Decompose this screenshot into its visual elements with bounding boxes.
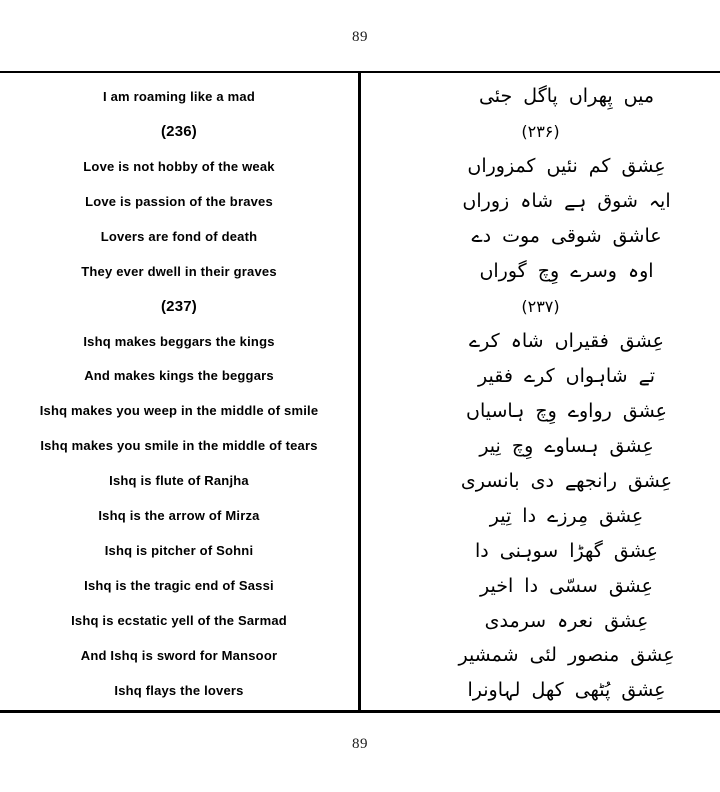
urdu-line: اوہ وسرے وِچ گوراں [479, 260, 654, 283]
urdu-line: عِشق پُٹھی کھل لہاونرا [467, 679, 666, 702]
english-line: They ever dwell in their graves [81, 263, 277, 279]
urdu-line: عِشق منصور لئی شمشیر [458, 644, 675, 667]
english-line: Love is not hobby of the weak [83, 158, 275, 174]
urdu-line: عِشق رانجھے دی بانسری [460, 469, 673, 492]
english-column [0, 73, 358, 710]
urdu-line: ایہ شوق ہے شاہ زوراں [462, 190, 671, 213]
english-line: Ishq flays the lovers [114, 682, 244, 698]
english-verse-number: (236) [160, 122, 198, 140]
english-line: I am roaming like a mad [103, 88, 255, 104]
english-line: Ishq is ecstatic yell of the Sarmad [71, 613, 287, 629]
bottom-rule [0, 710, 720, 713]
urdu-line: عِشق کم نئیں کمزوراں [467, 155, 666, 178]
english-line: Love is passion of the braves [85, 193, 273, 209]
english-line: Ishq makes you smile in the middle of tears [40, 438, 318, 454]
urdu-line: عِشق رواوے وِچ ہاسیاں [466, 399, 667, 422]
english-line: Lovers are fond of death [100, 228, 258, 244]
english-line: Ishq is the tragic end of Sassi [84, 578, 274, 594]
english-line: Ishq is flute of Ranjha [109, 473, 249, 489]
page-number-top: 89 [352, 29, 368, 45]
urdu-line: عِشق فقیراں شاہ کرے [469, 330, 664, 353]
poem-table [0, 73, 720, 710]
urdu-line: عِشق سسّی دا اخیر [480, 574, 653, 597]
urdu-verse-number: (۲۳۷) [521, 296, 560, 316]
english-line: Ishq is pitcher of Sohni [104, 543, 254, 559]
urdu-line: عِشق نعرہ سرمدی [484, 609, 649, 632]
page-number-bottom: 89 [352, 736, 368, 752]
urdu-column [361, 73, 720, 710]
urdu-line: عِشق گھڑا سوہنی دا [475, 539, 658, 562]
urdu-line: تے شاہواں کرے فقیر [478, 364, 656, 387]
urdu-line: عِشق ہساوے وِچ نِیر [479, 434, 654, 457]
english-line: Ishq makes you weep in the middle of smile [39, 403, 319, 419]
english-verse-number: (237) [160, 297, 198, 315]
urdu-line: عاشق شوقی موت دے [471, 225, 662, 248]
english-line: Ishq is the arrow of Mirza [98, 508, 260, 524]
english-line: Ishq makes beggars the kings [83, 333, 275, 349]
urdu-line: میں پِھراں پاگل جئی [478, 85, 655, 108]
urdu-verse-number: (۲۳۶) [521, 121, 560, 141]
urdu-line: عِشق مِرزے دا تِیر [489, 504, 644, 527]
english-line: And Ishq is sword for Mansoor [80, 647, 278, 663]
english-line: And makes kings the beggars [84, 368, 274, 384]
